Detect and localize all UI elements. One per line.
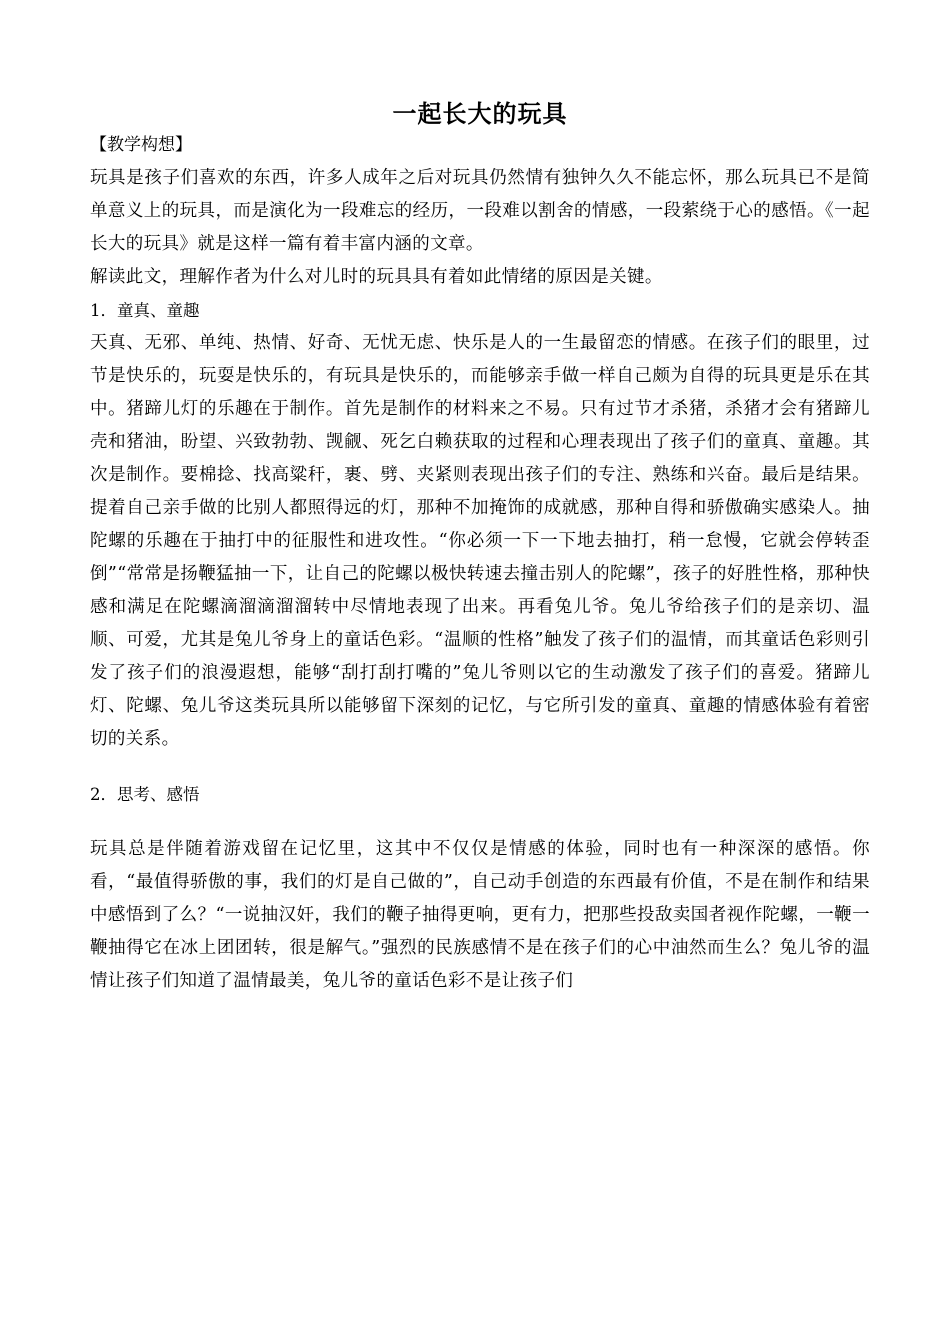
document-page [90, 96, 870, 998]
paragraph-key: 解读此文，理解作者为什么对儿时的玩具具有着如此情绪的原因是关键。 [90, 267, 663, 287]
point1-heading: 1．童真、童趣 [90, 301, 200, 320]
paragraph-intro: 玩具是孩子们喜欢的东西，许多人成年之后对玩具仍然情有独钟久久不能忘怀，那么玩具已不是简单意义上的玩具，而是演化为一段难忘的经历，一段难以割舍的情感，一段萦绕于心的感悟。《一起长大的玩具》就是这样一篇有着丰富内涵的文章。 [90, 168, 870, 254]
point1-body: 天真、无邪、单纯、热情、好奇、无忧无虑、快乐是人的一生最留恋的情感。在孩子们的眼里，过节是快乐的，玩耍是快乐的，有玩具是快乐的，而能够亲手做一样自己颇为自得的玩具更是乐在其中。猪蹄儿灯的乐趣在于制作。首先是制作的材料来之不易。只有过节才杀猪，杀猪才会有猪蹄儿壳和猪油，盼望、兴致勃勃、觊觎、死乞白赖获取的过程和心理表现出了孩子们的童真、童趣。其次是制作。要棉捻、找高粱秆，裹、劈、夹紧则表现出孩子们的专注、熟练和兴奋。最后是结果。提着自己亲手做的比别人都照得远的灯，那种不加掩饰的成就感，那种自得和骄傲确实感染人。抽陀螺的乐趣在于抽打中的征服性和进攻性。“你必须一下一下地去抽打，稍一怠慢，它就会停转歪倒”“常常是扬鞭猛抽一下，让自己的陀螺以极快转速去撞击别人的陀螺”，孩子的好胜性格，那种快感和满足在陀螺滴溜滴溜溜转中尽情地表现了出来。再看兔儿爷。兔儿爷给孩子们的是亲切、温顺、可爱，尤其是兔儿爷身上的童话色彩。“温顺的性格”触发了孩子们的温情，而其童话色彩则引发了孩子们的浪漫遐想，能够“刮打刮打嘴的”兔儿爷则以它的生动激发了孩子们的喜爱。猪蹄儿灯、陀螺、兔儿爷这类玩具所以能够留下深刻的记忆，与它所引发的童真、童趣的情感体验有着密切的关系。 [90, 333, 870, 749]
point2-heading: 2．思考、感悟 [90, 785, 200, 804]
document-title: 一起长大的玩具 [392, 100, 568, 128]
spacer [90, 756, 870, 778]
section-label: 【教学构想】 [90, 135, 192, 155]
point2-body: 玩具总是伴随着游戏留在记忆里，这其中不仅仅是情感的体验，同时也有一种深深的感悟。你看，“最值得骄傲的事，我们的灯是自己做的”，自己动手创造的东西最有价值，不是在制作和结果中感悟到了么？“一说抽汉奸，我们的鞭子抽得更响，更有力，把那些投敌卖国者视作陀螺，一鞭一鞭抽得它在冰上团团转，很是解气。”强烈的民族感情不是在孩子们的心中油然而生么？兔儿爷的温情让孩子们知道了温情最美，兔儿爷的童话色彩不是让孩子们 [90, 839, 870, 991]
spacer [90, 811, 870, 833]
